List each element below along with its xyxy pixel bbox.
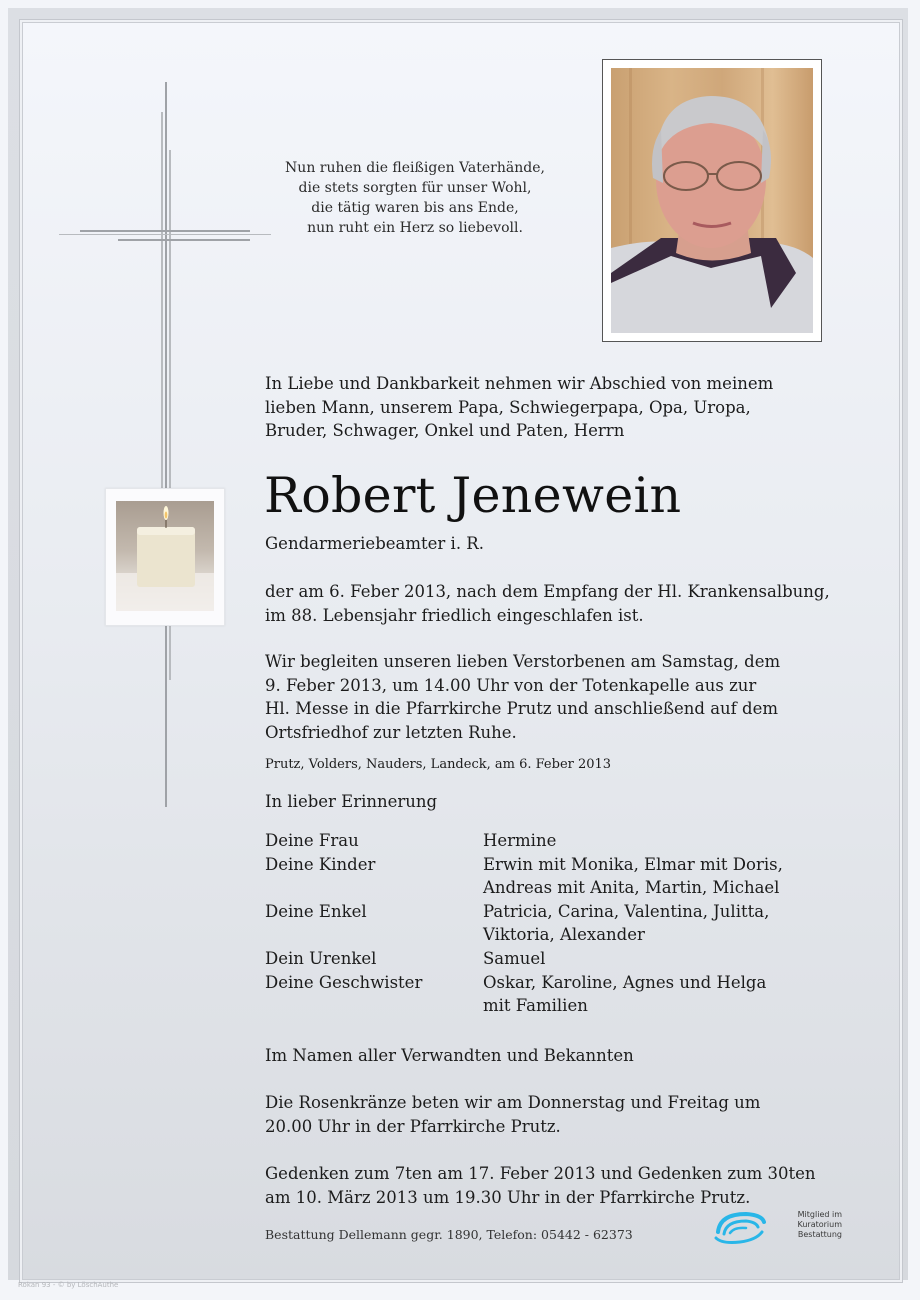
funeral-line: 9. Feber 2013, um 14.00 Uhr von der Totenkapelle aus zur bbox=[265, 675, 757, 695]
memorial-line: Gedenken zum 7ten am 17. Feber 2013 und Gedenken zum 30ten bbox=[265, 1164, 816, 1183]
intro-text bbox=[265, 372, 773, 443]
memorial-info bbox=[265, 1162, 816, 1209]
death-notice-line: im 88. Lebensjahr friedlich eingeschlafen ist. bbox=[265, 605, 644, 625]
relatives-list bbox=[265, 829, 783, 1018]
memorial-poem bbox=[265, 158, 565, 238]
relative-names: mit Familien bbox=[483, 996, 588, 1016]
memorial-line: am 10. März 2013 um 19.30 Uhr in der Pfarrkirche Prutz. bbox=[265, 1187, 751, 1207]
relative-row bbox=[265, 853, 783, 900]
intro-line: Bruder, Schwager, Onkel und Paten, Herrn bbox=[265, 421, 625, 440]
place-date: Prutz, Volders, Nauders, Landeck, am 6. Feber 2013 bbox=[265, 757, 612, 772]
relative-label: Deine Geschwister bbox=[265, 972, 423, 992]
funeral-line: Ortsfriedhof zur letzten Ruhe. bbox=[265, 722, 517, 742]
rosary-info bbox=[265, 1091, 760, 1138]
portrait-photo bbox=[611, 68, 813, 333]
logo-line: Kuratorium Bestattung bbox=[797, 1220, 842, 1239]
deceased-title: Gendarmeriebeamter i. R. bbox=[265, 534, 484, 553]
rosary-line: Die Rosenkränze beten wir am Donnerstag und Freitag um bbox=[265, 1093, 761, 1112]
rosary-line: 20.00 Uhr in der Pfarrkirche Prutz. bbox=[265, 1116, 561, 1136]
deceased-name: Robert Jenewein bbox=[264, 467, 682, 524]
kuratorium-logo bbox=[712, 1206, 842, 1246]
relative-row bbox=[265, 971, 783, 1018]
relative-label: Dein Urenkel bbox=[265, 948, 377, 968]
relative-label: Deine Frau bbox=[265, 831, 359, 850]
logo-text bbox=[752, 1210, 842, 1240]
relative-names: Samuel bbox=[483, 948, 546, 968]
poem-line: die tätig waren bis ans Ende, bbox=[311, 200, 519, 216]
relative-names: Oskar, Karoline, Agnes und Helga bbox=[483, 972, 767, 992]
intro-line: lieben Mann, unserem Papa, Schwiegerpapa, Opa, Uropa, bbox=[265, 397, 751, 417]
death-notice-line: der am 6. Feber 2013, nach dem Empfang der Hl. Krankensalbung, bbox=[265, 582, 830, 601]
relative-row bbox=[265, 900, 783, 947]
logo-line: Mitglied im bbox=[797, 1210, 842, 1219]
memory-heading: In lieber Erinnerung bbox=[265, 792, 438, 811]
relative-names: Andreas mit Anita, Martin, Michael bbox=[483, 878, 780, 898]
poem-line: nun ruht ein Herz so liebevoll. bbox=[307, 220, 523, 236]
candle-image-frame bbox=[105, 488, 225, 626]
relative-label: Deine Enkel bbox=[265, 901, 367, 921]
relative-names: Viktoria, Alexander bbox=[483, 925, 645, 945]
relative-names: Hermine bbox=[483, 831, 557, 850]
portrait-photo-frame bbox=[602, 59, 822, 342]
relative-names: Patricia, Carina, Valentina, Julitta, bbox=[483, 901, 770, 921]
relative-label: Deine Kinder bbox=[265, 854, 376, 874]
on-behalf: Im Namen aller Verwandten und Bekannten bbox=[265, 1046, 634, 1065]
intro-line: In Liebe und Dankbarkeit nehmen wir Abschied von meinem bbox=[265, 374, 774, 393]
funeral-line: Wir begleiten unseren lieben Verstorbenen am Samstag, dem bbox=[265, 652, 781, 671]
candle-icon bbox=[116, 501, 214, 611]
funeral-line: Hl. Messe in die Pfarrkirche Prutz und anschließend auf dem bbox=[265, 699, 778, 718]
funeral-details bbox=[265, 650, 780, 744]
copyright-note: Rokan 93 - © by LöschAuthe bbox=[18, 1281, 119, 1289]
poem-line: Nun ruhen die fleißigen Vaterhände, bbox=[285, 160, 545, 176]
relative-names: Erwin mit Monika, Elmar mit Doris, bbox=[483, 854, 783, 874]
poem-line: die stets sorgten für unser Wohl, bbox=[298, 180, 532, 196]
undertaker-info: Bestattung Dellemann gegr. 1890, Telefon: 05442 - 62373 bbox=[265, 1227, 633, 1242]
death-notice bbox=[265, 580, 830, 627]
relative-row bbox=[265, 829, 783, 853]
relative-row bbox=[265, 947, 783, 971]
